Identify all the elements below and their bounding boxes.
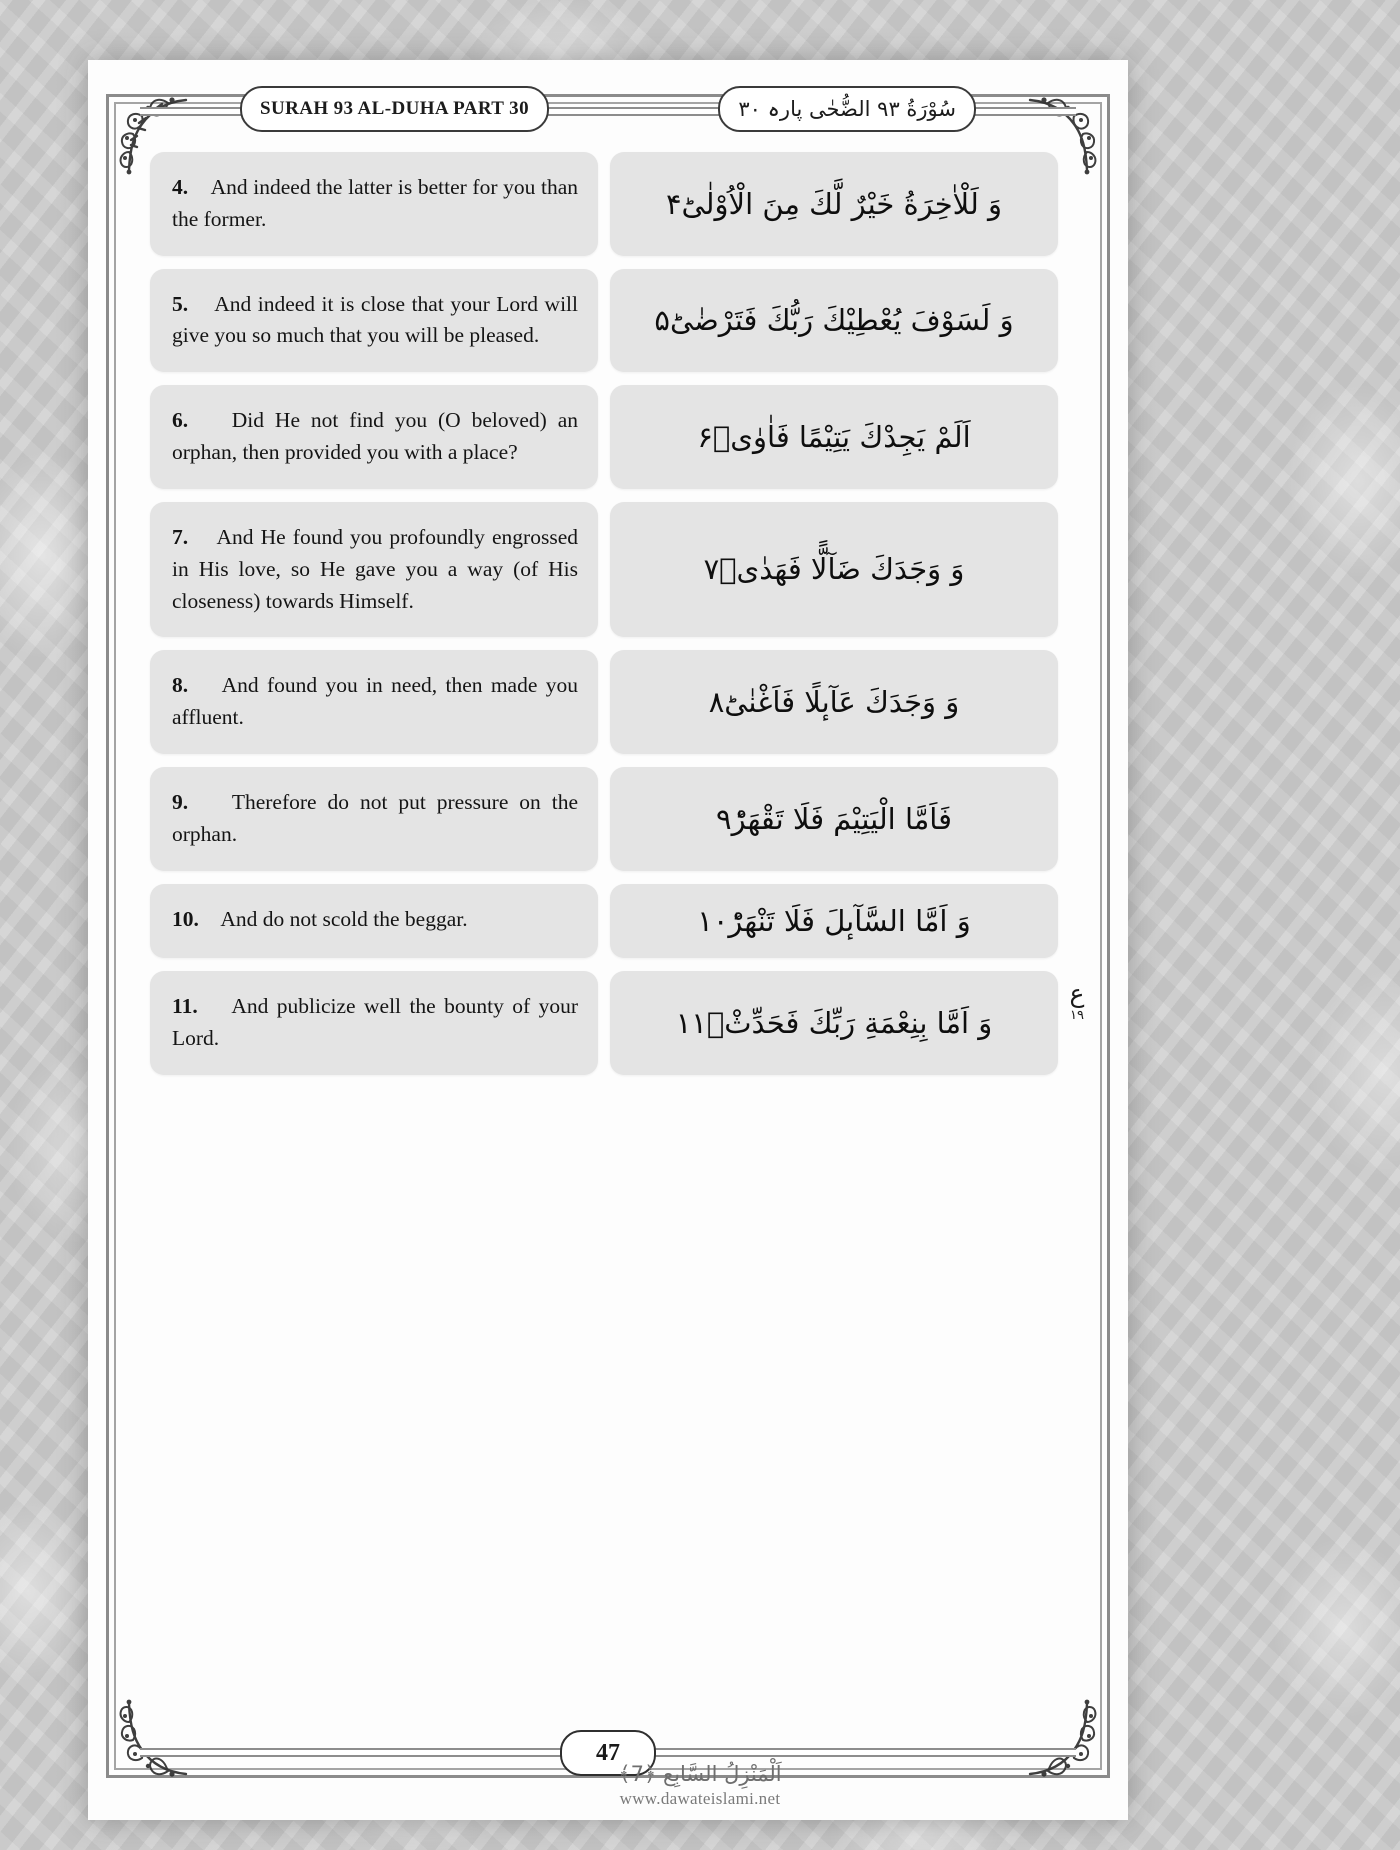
verse-arabic-text: وَ وَجَدَكَ ضَآلًّا فَهَدٰى۪۷	[703, 552, 965, 587]
verse-arabic-cell	[610, 650, 1058, 754]
verse-number: 9.	[172, 789, 189, 814]
verse-arabic-text: وَ لَسَوْفَ یُعْطِیْكَ رَبُّكَ فَتَرْضٰىؕ۵	[654, 303, 1014, 338]
verse-translation-text	[172, 405, 578, 469]
verse-arabic-cell	[610, 385, 1058, 489]
verse-number: 10.	[172, 906, 199, 931]
verse-translation-text	[172, 522, 578, 617]
verse-number: 11.	[172, 993, 198, 1018]
verse-list	[150, 152, 1085, 1088]
verse-number: 8.	[172, 673, 189, 698]
verse-translation-cell	[150, 269, 598, 373]
verse-row	[150, 971, 1085, 1075]
footer-credits	[0, 1762, 1400, 1809]
verse-row	[150, 884, 1070, 958]
verse-translation-body: And indeed it is close that your Lord will give you so much that you will be pleased.	[172, 291, 578, 348]
verse-arabic-text: وَ لَلْاٰخِرَةُ خَیْرٌ لَّكَ مِنَ الْاُوْلٰىؕ۴	[665, 186, 1003, 221]
verse-arabic-text: وَ اَمَّا السَّآىٕلَ فَلَا تَنْهَرْؕ۱۰	[697, 903, 971, 938]
verse-translation-text	[172, 670, 578, 734]
verse-translation-text	[172, 289, 578, 353]
verse-translation-cell	[150, 767, 598, 871]
verse-translation-text	[172, 904, 578, 936]
verse-row	[150, 650, 1070, 754]
verse-number: 4.	[172, 175, 189, 199]
verse-translation-body: And publicize well the bounty of your Lord.	[172, 993, 578, 1050]
verse-arabic-cell	[610, 502, 1058, 637]
verse-row	[150, 767, 1070, 871]
verse-arabic-text: اَلَمْ یَجِدْكَ یَتِیْمًا فَاٰوٰى۪۶	[697, 419, 971, 454]
verse-translation-body: Did He not find you (O beloved) an orphan, then provided you with a place?	[172, 408, 579, 465]
verse-translation-text	[172, 991, 578, 1055]
surah-title-english	[240, 86, 549, 132]
verse-translation-body: And indeed the latter is better for you than the former.	[172, 175, 578, 231]
ruku-marker	[1060, 978, 1094, 1024]
verse-translation-cell	[150, 650, 598, 754]
verse-number: 7.	[172, 524, 189, 549]
verse-translation-text	[172, 172, 578, 236]
page-header	[140, 86, 1076, 132]
surah-title-arabic-text: سُوْرَةُ ٩٣ الضُّحٰى پارہ ٣٠	[738, 97, 956, 121]
verse-arabic-text: وَ اَمَّا بِنِعْمَةِ رَبِّكَ فَحَدِّثْ۠۱۱	[675, 1005, 993, 1040]
ruku-glyph: ع	[1069, 978, 1085, 1008]
verse-arabic-cell	[610, 884, 1058, 958]
verse-row	[150, 502, 1070, 637]
verse-translation-body: And found you in need, then made you affluent.	[172, 673, 579, 730]
ruku-number: ١٩	[1070, 1008, 1084, 1024]
manzil-label: اَلْمَنْزِلُ السَّابِع ﴿7﴾	[618, 1762, 782, 1786]
verse-arabic-cell	[610, 971, 1058, 1075]
verse-translation-body: And do not scold the beggar.	[220, 906, 468, 931]
verse-row	[150, 385, 1070, 489]
verse-translation-cell	[150, 152, 598, 256]
verse-translation-cell	[150, 385, 598, 489]
verse-arabic-cell	[610, 152, 1058, 256]
verse-row	[150, 152, 1070, 256]
surah-title-english-text: SURAH 93 AL-DUHA PART 30	[260, 98, 529, 119]
verse-number: 5.	[172, 291, 189, 316]
surah-title-arabic	[718, 86, 976, 132]
verse-translation-cell	[150, 884, 598, 958]
verse-arabic-text: وَ وَجَدَكَ عَآىٕلًا فَاَغْنٰىؕ۸	[708, 684, 960, 719]
page-number-text: 47	[596, 1739, 620, 1766]
verse-translation-cell	[150, 502, 598, 637]
quran-page-sheet	[88, 60, 1128, 1820]
verse-row	[150, 269, 1070, 373]
verse-arabic-text: فَاَمَّا الْیَتِیْمَ فَلَا تَقْهَرْؕ۹	[715, 801, 953, 836]
verse-translation-cell	[150, 971, 598, 1075]
verse-translation-body: And He found you profoundly engrossed in His love, so He gave you a way (of His closeness) towards Himself.	[172, 524, 578, 613]
website-url[interactable]: www.dawateislami.net	[619, 1789, 781, 1808]
verse-number: 6.	[172, 408, 189, 433]
verse-arabic-cell	[610, 767, 1058, 871]
verse-translation-body: Therefore do not put pressure on the orphan.	[172, 789, 579, 846]
verse-arabic-cell	[610, 269, 1058, 373]
verse-translation-text	[172, 787, 578, 851]
